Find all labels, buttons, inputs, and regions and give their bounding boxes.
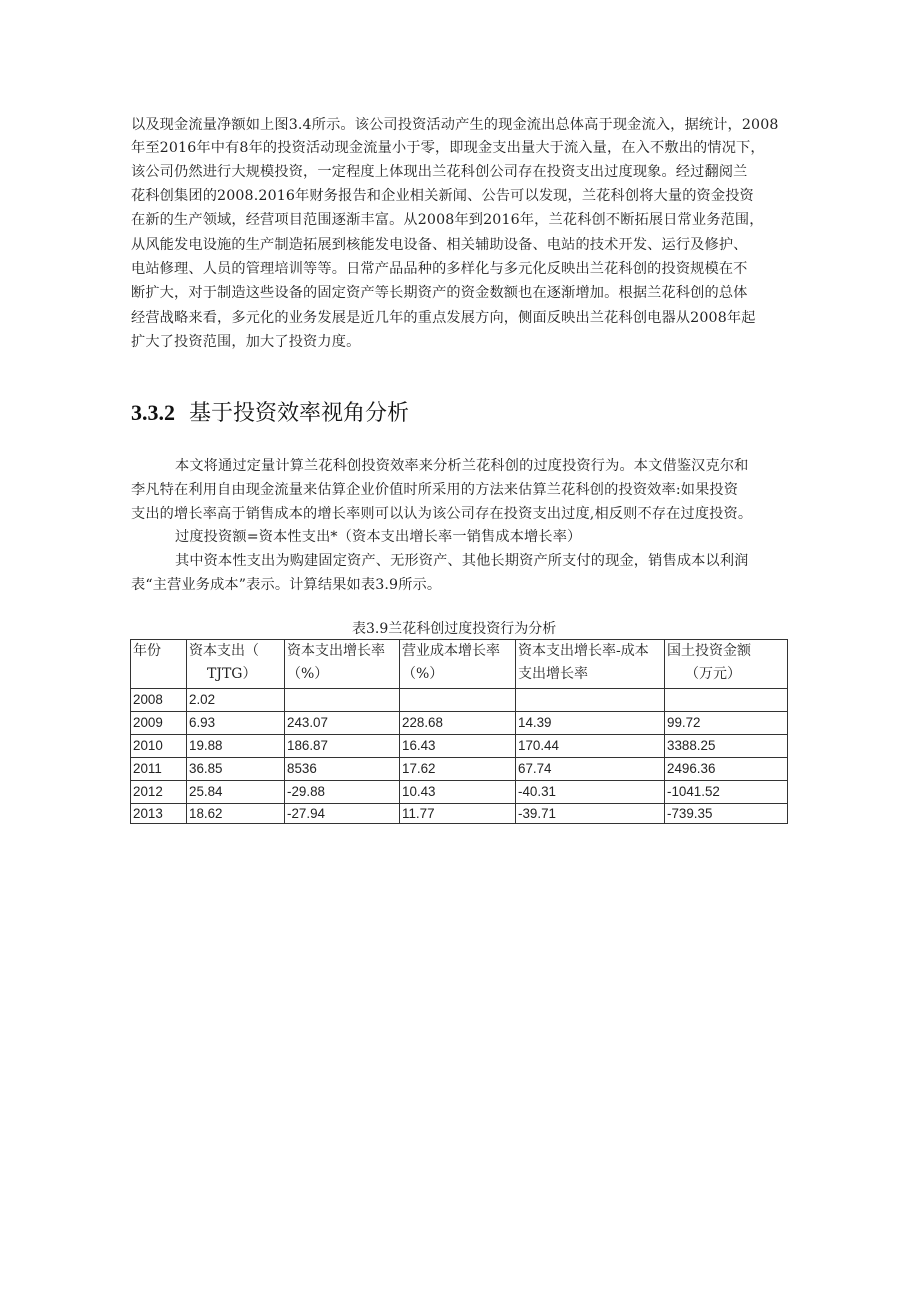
table-cell: 17.62 [400,758,516,781]
section-title: 基于投资效率视角分析 [189,401,410,426]
text-line: 以及现金流量净额如上图3.4所示。该公司投资活动产生的现金流出总体高于现金流入，据统计，2008 [131,117,779,133]
header-cell: 营业成本增长率 （%） [400,640,516,689]
formula-line: 过度投资额=资本性支出*（资本支出增长率一销售成本增长率） [175,529,582,545]
text-line: 在新的生产领域，经营项目范围逐渐丰富。从2008年到2016年，兰花科创不断拓展日常业务范围， [131,212,764,228]
table-cell: 228.68 [400,712,516,735]
investment-table [130,639,788,824]
text-line: 电站修理、人员的管理培训等等。日常产品品种的多样化与多元化反映出兰花科创的投资规模在不 [131,261,748,277]
table-row [131,689,788,712]
table-cell: 36.85 [187,758,285,781]
table-row [131,735,788,758]
table-cell: 2011 [131,758,187,781]
table-cell: -40.31 [516,781,665,804]
text-line: 花科创集团的2008.2016年财务报告和企业相关新闻、公告可以发现，兰花科创将大量的资金投资 [131,188,754,204]
table-cell: -39.71 [516,804,665,824]
table-cell: 99.72 [665,712,788,735]
table-cell: 2.02 [187,689,285,712]
text-line: 年至2016年中有8年的投资活动现金流量小于零，即现金支出量大于流入量，在入不敷出的情况下， [131,140,765,156]
text-line: 经营战略来看，多元化的业务发展是近几年的重点发展方向，侧面反映出兰花科创电器从2008年起 [131,310,756,326]
table-cell: 19.88 [187,735,285,758]
table-row [131,781,788,804]
text-line: 其中资本性支出为购建固定资产、无形资产、其他长期资产所支付的现金，销售成本以利润 [175,553,749,569]
table-cell: 3388.25 [665,735,788,758]
table-cell: 11.77 [400,804,516,824]
text-line: 该公司仍然进行大规模投资，一定程度上体现出兰花科创公司存在投资支出过度现象。经过翻阅兰 [131,164,748,180]
text-line: 断扩大，对于制造这些设备的固定资产等长期资产的资金数额也在逐渐增加。根据兰花科创的总体 [131,285,748,301]
section-number: 3.3.2 [131,400,175,425]
table-cell: 8536 [285,758,400,781]
table-cell: 18.62 [187,804,285,824]
table-caption: 表3.9兰花科创过度投资行为分析 [352,621,557,637]
table-cell: -29.88 [285,781,400,804]
table-cell: 243.07 [285,712,400,735]
header-cell: 资本支出（ TJTG） [187,640,285,689]
table-cell: 67.74 [516,758,665,781]
table-cell [285,689,400,712]
table-cell: 2008 [131,689,187,712]
text-line: 支出的增长率高于销售成本的增长率则可以认为该公司存在投资支出过度,相反则不存在过度投资。 [131,506,753,522]
table-cell: 10.43 [400,781,516,804]
header-cell: 资本支出增长率 （%） [285,640,400,689]
table-cell: 6.93 [187,712,285,735]
table-cell: 2496.36 [665,758,788,781]
text-line: 李凡特在利用自由现金流量来估算企业价值时所采用的方法来估算兰花科创的投资效率:如果投资 [131,482,739,498]
table-cell: -739.35 [665,804,788,824]
table-cell [400,689,516,712]
table-cell: 2009 [131,712,187,735]
table-cell [665,689,788,712]
table-cell: 16.43 [400,735,516,758]
header-cell: 年份 [131,640,187,689]
table-cell: -1041.52 [665,781,788,804]
table-row [131,712,788,735]
text-line: 表“主营业务成本”表示。计算结果如表3.9所示。 [131,577,442,593]
table-cell: 25.84 [187,781,285,804]
table-cell: 186.87 [285,735,400,758]
header-cell: 国土投资金额 （万元） [665,640,788,689]
table-cell [516,689,665,712]
table-cell: 2013 [131,804,187,824]
table-cell: -27.94 [285,804,400,824]
table-cell: 2010 [131,735,187,758]
text-line: 扩大了投资范围，加大了投资力度。 [131,334,361,350]
table-row [131,758,788,781]
table-header-row [131,640,788,689]
table-cell: 2012 [131,781,187,804]
header-cell: 资本支出增长率-成本 支出增长率 [516,640,665,689]
table-row [131,804,788,824]
text-line: 本文将通过定量计算兰花科创投资效率来分析兰花科创的过度投资行为。本文借鉴汉克尔和 [175,458,749,474]
text-line: 从风能发电设施的生产制造拓展到核能发电设备、相关辅助设备、电站的技术开发、运行及修护、 [131,237,748,253]
table-cell: 170.44 [516,735,665,758]
table-cell: 14.39 [516,712,665,735]
section-heading [131,396,409,431]
